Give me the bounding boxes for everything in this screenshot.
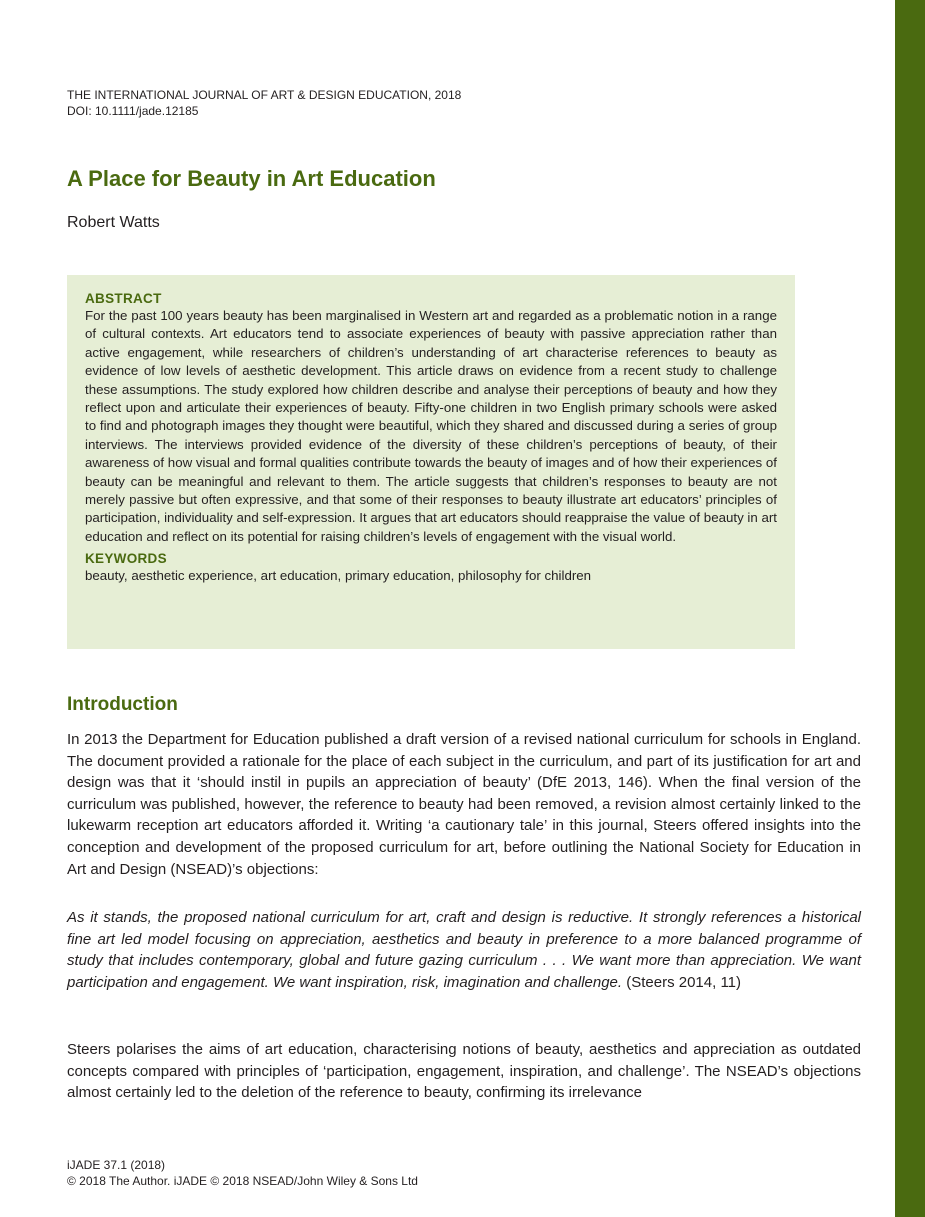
quote-text: As it stands, the proposed national curriculum for art, craft and design is reductive. It strongly references a historical fine art led model focusing on appreciation, aesthetics and beauty in preference to a more balanced programme of study that includes contemporary, global and future gazing curriculum . . . We want more than appreciation. We want participation and engagement. We want inspiration, risk, imagination and challenge.: [67, 909, 861, 991]
keywords-list: beauty, aesthetic experience, art education, primary education, philosophy for children: [85, 568, 592, 584]
introduction-paragraph-2: Steers polarises the aims of art education, characterising notions of beauty, aesthetics and appreciation as outdated concepts compared with principles of ‘participation, engagement, inspiration, and challenge’. The NSEAD’s objections almost certainly led to the deletion of the reference to beauty, confirming its irrelevance: [67, 1041, 861, 1102]
introduction-heading: Introduction: [67, 694, 178, 715]
running-head: [67, 87, 461, 119]
side-color-bar: [895, 0, 925, 1217]
journal-volume: iJADE 37.1 (2018): [67, 1158, 166, 1172]
copyright-notice: © 2018 The Author. iJADE © 2018 NSEAD/John Wiley & Sons Ltd: [67, 1174, 418, 1188]
abstract-box: [67, 275, 795, 649]
block-quote: [67, 907, 861, 993]
abstract-text: For the past 100 years beauty has been marginalised in Western art and regarded as a problematic notion in a range of cultural contexts. Art educators tend to associate experiences of beauty with passive appreciation rather than active engagement, while researchers of children’s understanding of art characterise references to beauty as evidence of low levels of aesthetic development. This article draws on evidence from a recent study to challenge these assumptions. The study explored how children describe and analyse their perceptions of beauty and how they reflect upon and articulate their experiences of beauty. Fifty-one children in two English primary schools were asked to find and photograph images they thought were beautiful, which they shared and discussed during a series of group interviews. The interviews provided evidence of the diversity of these children’s perceptions of beauty, of their awareness of how visual and formal qualities contribute towards the beauty of images and of how their experiences of beauty can be meaningful and relevant to them. The article suggests that children’s responses to beauty are not merely passive but often expressive, and that some of their responses to beauty illustrate art educators’ principles of participation, individuality and self-expression. It argues that art educators should reappraise the value of beauty in art education and reflect on its potential for raising children’s levels of engagement with the visual world.: [85, 308, 777, 544]
article-title: A Place for Beauty in Art Education: [67, 166, 436, 191]
abstract-heading: ABSTRACT: [85, 291, 162, 306]
introduction-paragraph-1: In 2013 the Department for Education published a draft version of a revised national curriculum for schools in England. The document provided a rationale for the place of each subject in the curriculum, and part of its justification for art and design was that it ‘should instil in pupils an appreciation of beauty’ (DfE 2013, 146). When the final version of the curriculum was published, however, the reference to beauty had been removed, a revision almost certainly linked to the lukewarm reception art educators afforded it. Writing ‘a cautionary tale’ in this journal, Steers offered insights into the conception and development of the proposed curriculum for art, before outlining the National Society for Education in Art and Design (NSEAD)’s objections:: [67, 731, 861, 878]
doi-link[interactable]: DOI: 10.1111/jade.12185: [67, 104, 199, 118]
journal-name: THE INTERNATIONAL JOURNAL OF ART & DESIGN EDUCATION, 2018: [67, 88, 462, 102]
author-name[interactable]: Robert Watts: [67, 214, 160, 231]
quote-citation[interactable]: (Steers 2014, 11): [626, 973, 742, 991]
page-footer: [67, 1157, 418, 1189]
keywords-heading: KEYWORDS: [85, 551, 167, 567]
